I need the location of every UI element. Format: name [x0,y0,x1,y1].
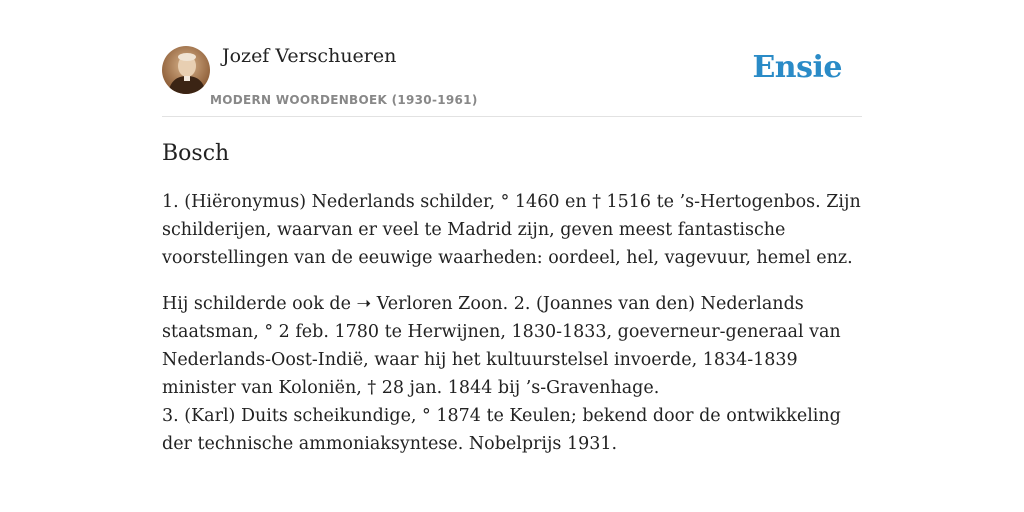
source-label: MODERN WOORDENBOEK (1930-1961) [210,93,478,107]
entry-paragraph: 3. (Karl) Duits scheikundige, ° 1874 te Keulen; bekend door de ontwikkeling der technische ammoniaksyntese. Nobelprijs 1931. [162,406,841,454]
entry-header [162,40,862,117]
entry-body [162,188,862,458]
entry-paragraph: 1. (Hiëronymus) Nederlands schilder, ° 1460 en † 1516 te ’s-Hertogenbos. Zijn schilderijen, waarvan er veel te Madrid zijn, geven meest fantastische voorstellingen van de eeuwige waarheden: oordeel, hel, vagevuur, hemel enz. [162,192,861,268]
portrait-image [162,46,210,94]
entry-title: Bosch [162,141,230,166]
author-name[interactable]: Jozef Verschueren [222,45,397,67]
author-avatar[interactable] [162,46,210,94]
entry-paragraph: Hij schilderde ook de ➝ Verloren Zoon. 2. (Joannes van den) Nederlands staatsman, ° 2 feb. 1780 te Herwijnen, 1830-1833, goeverneur-generaal van Nederlands-Oost-Indië, waar hij het kultuurstelsel invoerde, 1834-1839 minister van Koloniën, † 28 jan. 1844 bij ’s-Gravenhage. [162,294,841,398]
entry-card [162,40,862,458]
ensie-logo[interactable]: Ensie [752,50,842,85]
